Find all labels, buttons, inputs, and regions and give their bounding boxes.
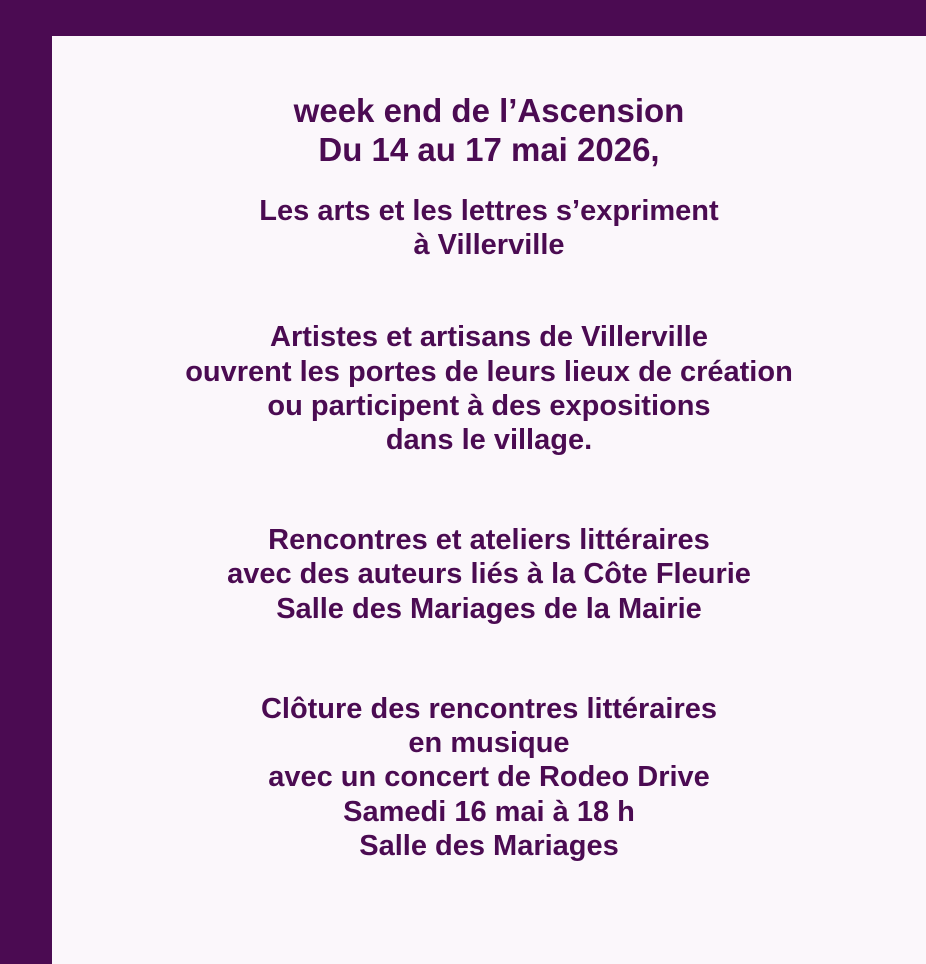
literary-meetings-line-3: Salle des Mariages de la Mairie [276, 592, 702, 625]
closing-concert-line-5: Salle des Mariages [359, 829, 619, 862]
closing-concert-line-1: Clôture des rencontres littéraires [260, 692, 718, 725]
event-subtitle-line-1: Les arts et les lettres s’expriment [259, 194, 719, 227]
literary-meetings-line-2: avec des auteurs liés à la Côte Fleurie [227, 558, 751, 591]
event-title-line-1: week end de l’Ascension [293, 92, 685, 129]
event-subtitle-line-2: à Villerville [413, 229, 565, 262]
artists-line-2: ouvrent les portes de leurs lieux de création [185, 355, 793, 388]
poster-content-panel [52, 36, 926, 964]
event-title-line-2: Du 14 au 17 mai 2026, [318, 130, 660, 168]
artists-line-3: ou participent à des expositions [267, 389, 711, 422]
artists-line-4: dans le village. [385, 423, 593, 456]
closing-concert-line-4: Samedi 16 mai à 18 h [343, 795, 635, 828]
literary-meetings-section [82, 523, 896, 626]
closing-concert-section [82, 692, 896, 863]
closing-concert-line-2: en musique [408, 727, 570, 760]
event-subtitle [82, 194, 896, 262]
closing-concert-line-3: avec un concert de Rodeo Drive [268, 761, 710, 794]
literary-meetings-line-1: Rencontres et ateliers littéraires [268, 524, 710, 557]
artists-section [82, 320, 896, 457]
artists-line-1: Artistes et artisans de Villerville [270, 321, 708, 354]
event-title [82, 92, 896, 170]
